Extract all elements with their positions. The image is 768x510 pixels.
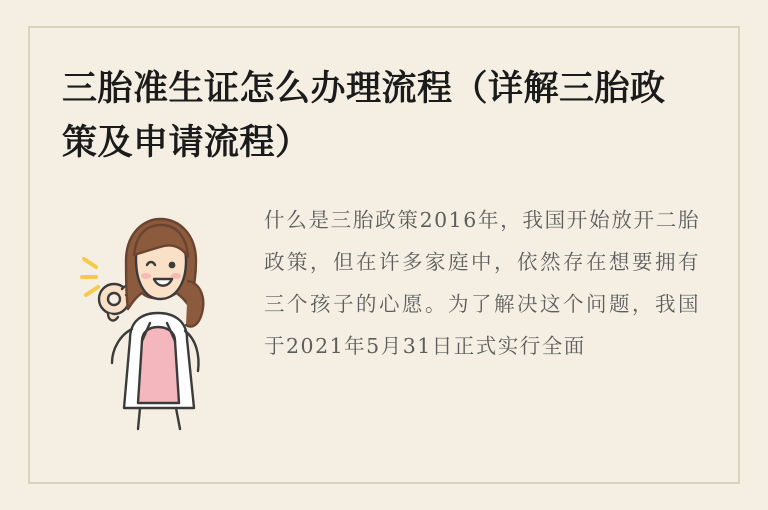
article-frame: [28, 26, 740, 484]
spark-icon: [82, 259, 98, 295]
article-body: 什么是三胎政策2016年，我国开始放开二胎政策，但在许多家庭中，依然存在想要拥有三个孩子的心愿。为了解决这个问题，我国于2021年5月31日正式实行全面: [264, 207, 700, 358]
illustration-smiling-woman-ok-gesture: [72, 203, 242, 433]
article-content: [62, 199, 706, 433]
page-title: 三胎准生证怎么办理流程（详解三胎政策及申请流程）: [62, 69, 666, 164]
